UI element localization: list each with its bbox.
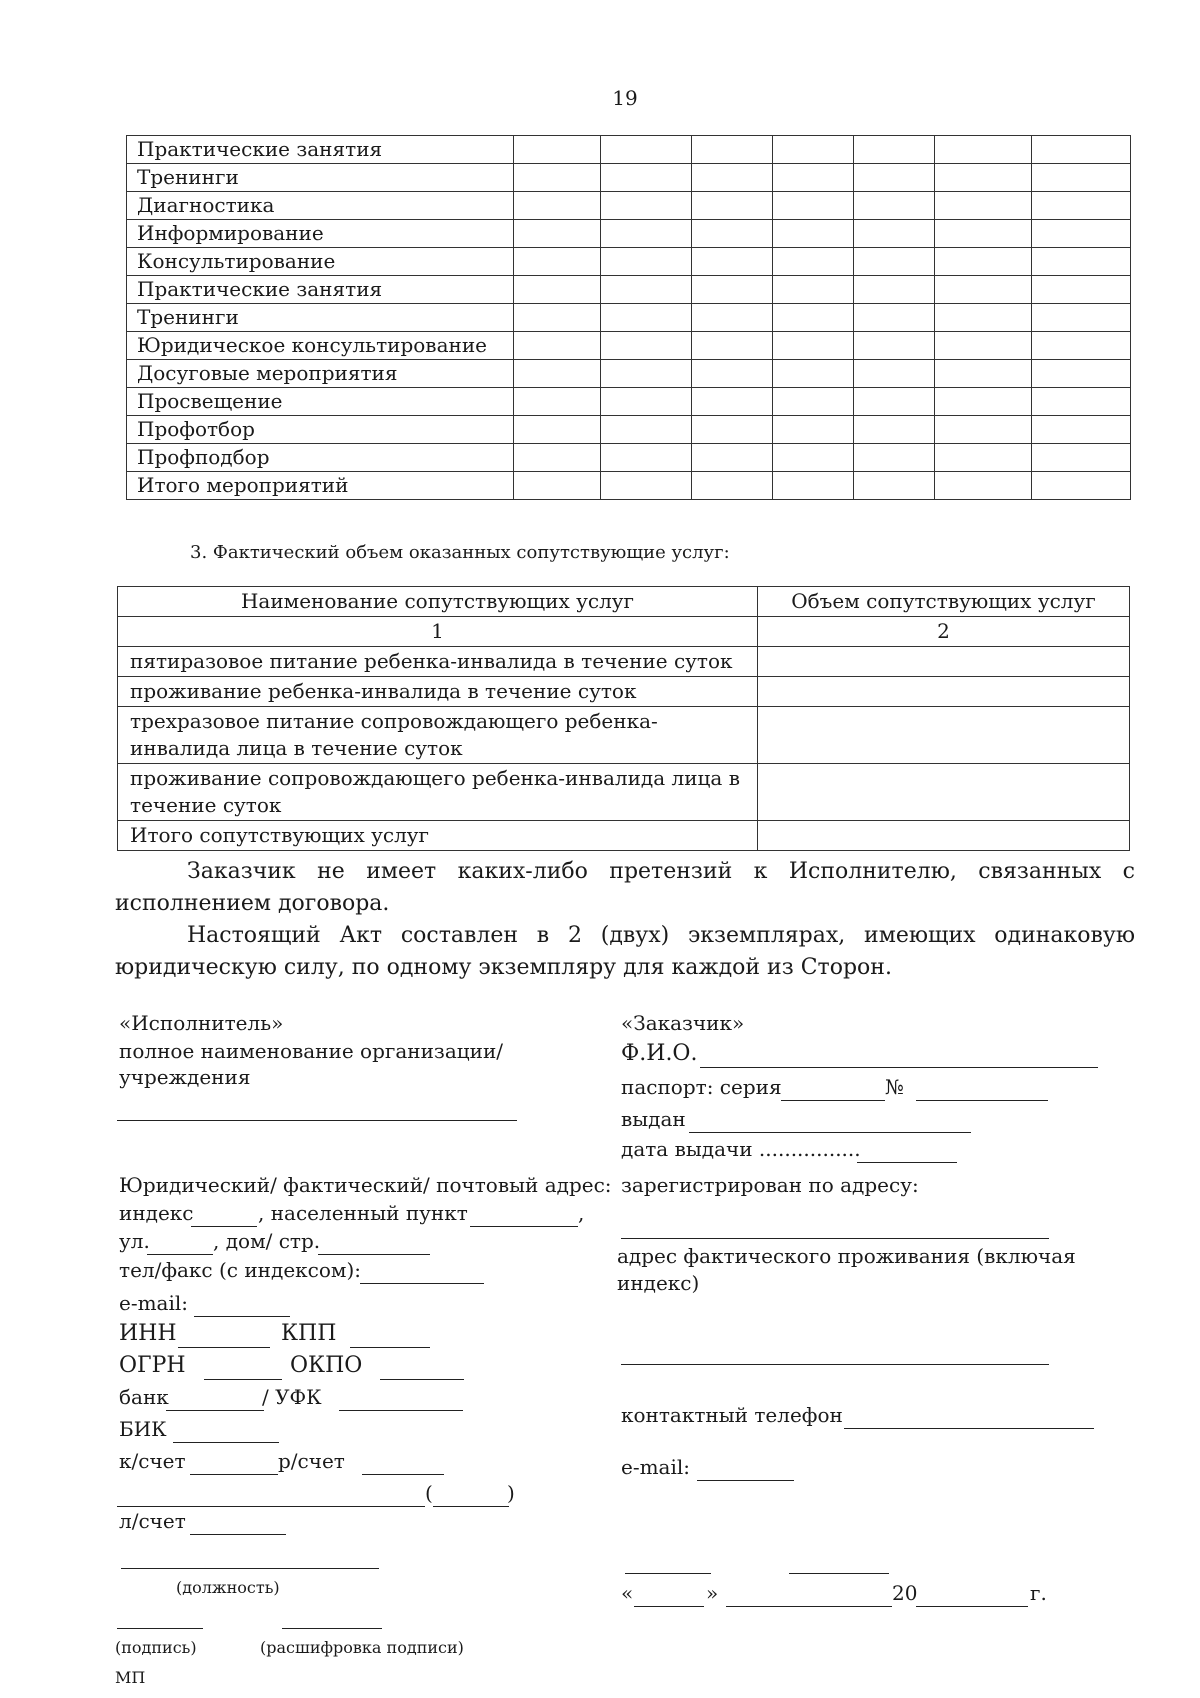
fio-field[interactable]	[700, 1067, 1098, 1068]
event-value-cell[interactable]	[773, 248, 854, 276]
event-value-cell[interactable]	[1032, 136, 1131, 164]
service-volume	[758, 647, 1130, 677]
service-name: Итого сопутствующих услуг	[118, 821, 758, 851]
index-field[interactable]	[191, 1226, 257, 1227]
bik-label: БИК	[119, 1417, 167, 1441]
event-value-cell[interactable]	[935, 304, 1032, 332]
passport-label: паспорт: серия	[621, 1075, 782, 1099]
kpp-field[interactable]	[350, 1347, 430, 1348]
event-value-cell[interactable]	[514, 136, 601, 164]
okpo-field[interactable]	[380, 1379, 464, 1380]
event-value-cell[interactable]	[601, 332, 692, 360]
event-value-cell[interactable]	[773, 276, 854, 304]
number-sign: №	[885, 1075, 904, 1099]
event-value-cell[interactable]	[601, 220, 692, 248]
ks-label: к/счет	[119, 1449, 186, 1473]
date-close-quote: »	[706, 1581, 719, 1605]
table-row	[127, 248, 1131, 276]
event-value-cell[interactable]	[692, 276, 773, 304]
event-value-cell[interactable]	[854, 472, 935, 500]
event-value-cell[interactable]	[514, 416, 601, 444]
events-table	[126, 135, 1131, 500]
ogrn-field[interactable]	[204, 1379, 282, 1380]
event-value-cell[interactable]	[773, 472, 854, 500]
event-type-label: Итого мероприятий	[127, 472, 514, 500]
event-value-cell[interactable]	[692, 416, 773, 444]
account-extra-field[interactable]	[433, 1506, 509, 1507]
bank-label: банк	[119, 1385, 169, 1409]
event-value-cell[interactable]	[1032, 220, 1131, 248]
email-label: e-mail:	[119, 1291, 189, 1315]
service-volume	[758, 677, 1130, 707]
event-value-cell[interactable]	[514, 192, 601, 220]
event-value-cell[interactable]	[1032, 472, 1131, 500]
event-value-cell[interactable]	[514, 276, 601, 304]
org-name-label-1: полное наименование организации/	[119, 1039, 504, 1063]
no-claims-paragraph	[115, 856, 1135, 920]
bik-field[interactable]	[173, 1442, 279, 1443]
date-day-field[interactable]	[634, 1606, 704, 1607]
table-header-row	[118, 587, 1130, 617]
header-service-name: Наименование сопутствующих услуг	[118, 587, 758, 617]
registered-address-field[interactable]	[621, 1238, 1049, 1239]
event-value-cell[interactable]	[601, 164, 692, 192]
service-volume	[758, 764, 1130, 821]
event-value-cell[interactable]	[854, 192, 935, 220]
event-value-cell[interactable]	[773, 444, 854, 472]
event-value-cell[interactable]	[601, 192, 692, 220]
no-claims-text: Заказчик не имеет каких-либо претензий к Исполнителю, связанных с исполнением договора.	[115, 859, 1135, 916]
signature-decode-field[interactable]	[282, 1628, 382, 1629]
comma: ,	[578, 1201, 585, 1225]
event-value-cell[interactable]	[514, 304, 601, 332]
event-value-cell[interactable]	[1032, 388, 1131, 416]
event-value-cell[interactable]	[854, 332, 935, 360]
event-value-cell[interactable]	[601, 360, 692, 388]
table-row	[127, 220, 1131, 248]
related-services-table	[117, 586, 1130, 851]
event-value-cell[interactable]	[601, 444, 692, 472]
event-value-cell[interactable]	[601, 136, 692, 164]
event-value-cell[interactable]	[773, 388, 854, 416]
table-row	[118, 677, 1130, 707]
event-value-cell[interactable]	[854, 360, 935, 388]
customer-email-label: e-mail:	[621, 1455, 691, 1479]
actual-address-label-1: адрес фактического проживания (включая	[617, 1244, 1076, 1268]
event-type-label: Информирование	[127, 220, 514, 248]
event-value-cell[interactable]	[1032, 416, 1131, 444]
service-name: проживание ребенка-инвалида в течение суток	[118, 677, 758, 707]
contact-phone-field[interactable]	[844, 1428, 1094, 1429]
event-value-cell[interactable]	[935, 136, 1032, 164]
signature-field[interactable]	[117, 1628, 203, 1629]
paren-open: (	[425, 1481, 433, 1505]
actual-address-label-2: индекс)	[617, 1271, 700, 1295]
event-value-cell[interactable]	[601, 472, 692, 500]
actual-address-field[interactable]	[621, 1364, 1049, 1365]
event-type-label: Профподбор	[127, 444, 514, 472]
rs-label: р/счет	[278, 1449, 345, 1473]
event-value-cell[interactable]	[935, 388, 1032, 416]
event-value-cell[interactable]	[601, 248, 692, 276]
customer-title: «Заказчик»	[621, 1011, 745, 1035]
ls-field[interactable]	[190, 1534, 286, 1535]
event-type-label: Профотбор	[127, 416, 514, 444]
okpo-label: ОКПО	[290, 1353, 363, 1378]
event-value-cell[interactable]	[514, 472, 601, 500]
issue-date-field[interactable]	[857, 1162, 957, 1163]
event-value-cell[interactable]	[692, 304, 773, 332]
position-caption: (должность)	[176, 1578, 280, 1597]
date-open-quote: «	[621, 1581, 634, 1605]
event-value-cell[interactable]	[692, 332, 773, 360]
rs-field[interactable]	[362, 1474, 444, 1475]
event-value-cell[interactable]	[854, 220, 935, 248]
event-value-cell[interactable]	[854, 444, 935, 472]
customer-signature-decode-field[interactable]	[789, 1573, 889, 1574]
colnum-2: 2	[758, 617, 1130, 647]
event-value-cell[interactable]	[692, 444, 773, 472]
copies-paragraph	[115, 920, 1135, 984]
table-row	[127, 192, 1131, 220]
event-type-label: Консультирование	[127, 248, 514, 276]
table-row	[118, 821, 1130, 851]
service-name: трехразовое питание сопровождающего ребенка-инвалида лица в течение суток	[118, 707, 758, 764]
event-value-cell[interactable]	[692, 164, 773, 192]
event-value-cell[interactable]	[692, 248, 773, 276]
service-name: проживание сопровождающего ребенка-инвалида лица в течение суток	[118, 764, 758, 821]
year-prefix: 20	[892, 1581, 918, 1605]
event-value-cell[interactable]	[773, 220, 854, 248]
event-value-cell[interactable]	[514, 220, 601, 248]
event-value-cell[interactable]	[514, 164, 601, 192]
event-value-cell[interactable]	[854, 388, 935, 416]
bank-field[interactable]	[166, 1410, 264, 1411]
event-value-cell[interactable]	[935, 220, 1032, 248]
kpp-label: КПП	[281, 1321, 337, 1346]
contact-phone-label: контактный телефон	[621, 1403, 843, 1427]
org-name-field[interactable]	[117, 1120, 517, 1121]
service-name: пятиразовое питание ребенка-инвалида в течение суток	[118, 647, 758, 677]
event-value-cell[interactable]	[692, 388, 773, 416]
stamp-label: МП	[115, 1668, 146, 1687]
event-type-label: Практические занятия	[127, 276, 514, 304]
event-value-cell[interactable]	[1032, 192, 1131, 220]
customer-email-field[interactable]	[697, 1480, 794, 1481]
event-value-cell[interactable]	[935, 444, 1032, 472]
issued-label: выдан	[621, 1107, 686, 1131]
event-value-cell[interactable]	[935, 164, 1032, 192]
account-field[interactable]	[117, 1506, 425, 1507]
header-service-volume: Объем сопутствующих услуг	[758, 587, 1130, 617]
event-value-cell[interactable]	[935, 276, 1032, 304]
decode-caption: (расшифровка подписи)	[260, 1638, 464, 1657]
table-row	[127, 388, 1131, 416]
event-value-cell[interactable]	[773, 332, 854, 360]
event-value-cell[interactable]	[773, 136, 854, 164]
event-value-cell[interactable]	[692, 192, 773, 220]
table-colnum-row	[118, 617, 1130, 647]
event-type-label: Диагностика	[127, 192, 514, 220]
event-value-cell[interactable]	[935, 248, 1032, 276]
event-value-cell[interactable]	[773, 360, 854, 388]
ogrn-label: ОГРН	[119, 1353, 186, 1378]
inn-label: ИНН	[119, 1321, 177, 1346]
table-row	[127, 472, 1131, 500]
house-label: , дом/ стр.	[213, 1229, 321, 1253]
event-value-cell[interactable]	[1032, 164, 1131, 192]
phone-field[interactable]	[360, 1283, 484, 1284]
event-value-cell[interactable]	[854, 416, 935, 444]
issued-field[interactable]	[689, 1132, 971, 1133]
service-volume	[758, 707, 1130, 764]
ufk-label: / УФК	[262, 1385, 322, 1409]
event-value-cell[interactable]	[854, 276, 935, 304]
event-value-cell[interactable]	[1032, 304, 1131, 332]
date-year-field[interactable]	[916, 1606, 1028, 1607]
ks-field[interactable]	[190, 1474, 278, 1475]
event-value-cell[interactable]	[773, 192, 854, 220]
section-3-title: 3. Фактический объем оказанных сопутствующие услуг:	[190, 542, 730, 563]
event-type-label: Просвещение	[127, 388, 514, 416]
event-value-cell[interactable]	[601, 416, 692, 444]
table-row	[127, 304, 1131, 332]
locality-field[interactable]	[470, 1226, 578, 1227]
table-row	[118, 647, 1130, 677]
address-label: Юридический/ фактический/ почтовый адрес:	[119, 1173, 612, 1197]
event-value-cell[interactable]	[514, 332, 601, 360]
table-row	[127, 164, 1131, 192]
table-row	[127, 360, 1131, 388]
event-value-cell[interactable]	[514, 388, 601, 416]
event-value-cell[interactable]	[692, 220, 773, 248]
executor-title: «Исполнитель»	[119, 1011, 284, 1035]
passport-series-field[interactable]	[781, 1100, 885, 1101]
fio-label: Ф.И.О.	[621, 1041, 698, 1066]
event-value-cell[interactable]	[692, 472, 773, 500]
event-value-cell[interactable]	[773, 416, 854, 444]
street-field[interactable]	[147, 1254, 213, 1255]
event-value-cell[interactable]	[1032, 332, 1131, 360]
event-type-label: Тренинги	[127, 164, 514, 192]
service-volume	[758, 821, 1130, 851]
table-row	[127, 416, 1131, 444]
table-row	[127, 444, 1131, 472]
event-value-cell[interactable]	[514, 248, 601, 276]
event-value-cell[interactable]	[773, 164, 854, 192]
phone-label: тел/факс (с индексом):	[119, 1258, 361, 1282]
event-value-cell[interactable]	[601, 388, 692, 416]
event-type-label: Досуговые мероприятия	[127, 360, 514, 388]
signature-caption: (подпись)	[115, 1638, 197, 1657]
ls-label: л/счет	[119, 1509, 186, 1533]
table-row	[127, 332, 1131, 360]
year-suffix: г.	[1030, 1581, 1047, 1605]
event-value-cell[interactable]	[935, 332, 1032, 360]
event-type-label: Практические занятия	[127, 136, 514, 164]
event-value-cell[interactable]	[514, 360, 601, 388]
table-row	[127, 276, 1131, 304]
event-value-cell[interactable]	[514, 444, 601, 472]
event-value-cell[interactable]	[854, 136, 935, 164]
event-type-label: Тренинги	[127, 304, 514, 332]
locality-label: , населенный пункт	[258, 1201, 468, 1225]
issue-date-label: дата выдачи ................	[621, 1137, 861, 1161]
event-value-cell[interactable]	[601, 276, 692, 304]
inn-field[interactable]	[178, 1347, 270, 1348]
event-value-cell[interactable]	[1032, 248, 1131, 276]
date-month-field[interactable]	[726, 1606, 892, 1607]
index-label: индекс	[119, 1201, 194, 1225]
event-value-cell[interactable]	[1032, 276, 1131, 304]
position-field[interactable]	[121, 1568, 379, 1569]
event-value-cell[interactable]	[854, 164, 935, 192]
table-row	[118, 707, 1130, 764]
house-field[interactable]	[318, 1254, 430, 1255]
event-value-cell[interactable]	[854, 304, 935, 332]
event-value-cell[interactable]	[935, 192, 1032, 220]
event-value-cell[interactable]	[935, 472, 1032, 500]
event-value-cell[interactable]	[1032, 360, 1131, 388]
event-value-cell[interactable]	[935, 416, 1032, 444]
customer-signature-field[interactable]	[625, 1573, 711, 1574]
event-value-cell[interactable]	[692, 136, 773, 164]
table-row	[127, 136, 1131, 164]
street-label: ул.	[119, 1229, 150, 1253]
copies-text: Настоящий Акт составлен в 2 (двух) экземплярах, имеющих одинаковую юридическую силу, по одному экземпляру для каждой из Сторон.	[115, 923, 1135, 980]
paren-close: )	[507, 1481, 515, 1505]
event-value-cell[interactable]	[935, 360, 1032, 388]
registered-label: зарегистрирован по адресу:	[621, 1173, 919, 1197]
ufk-field[interactable]	[339, 1410, 463, 1411]
page-number: 19	[612, 86, 638, 110]
event-value-cell[interactable]	[601, 304, 692, 332]
email-field[interactable]	[194, 1316, 290, 1317]
passport-number-field[interactable]	[916, 1100, 1048, 1101]
event-value-cell[interactable]	[773, 304, 854, 332]
event-value-cell[interactable]	[854, 248, 935, 276]
event-value-cell[interactable]	[1032, 444, 1131, 472]
table-row	[118, 764, 1130, 821]
org-name-label-2: учреждения	[119, 1065, 251, 1089]
colnum-1: 1	[118, 617, 758, 647]
event-value-cell[interactable]	[692, 360, 773, 388]
event-type-label: Юридическое консультирование	[127, 332, 514, 360]
